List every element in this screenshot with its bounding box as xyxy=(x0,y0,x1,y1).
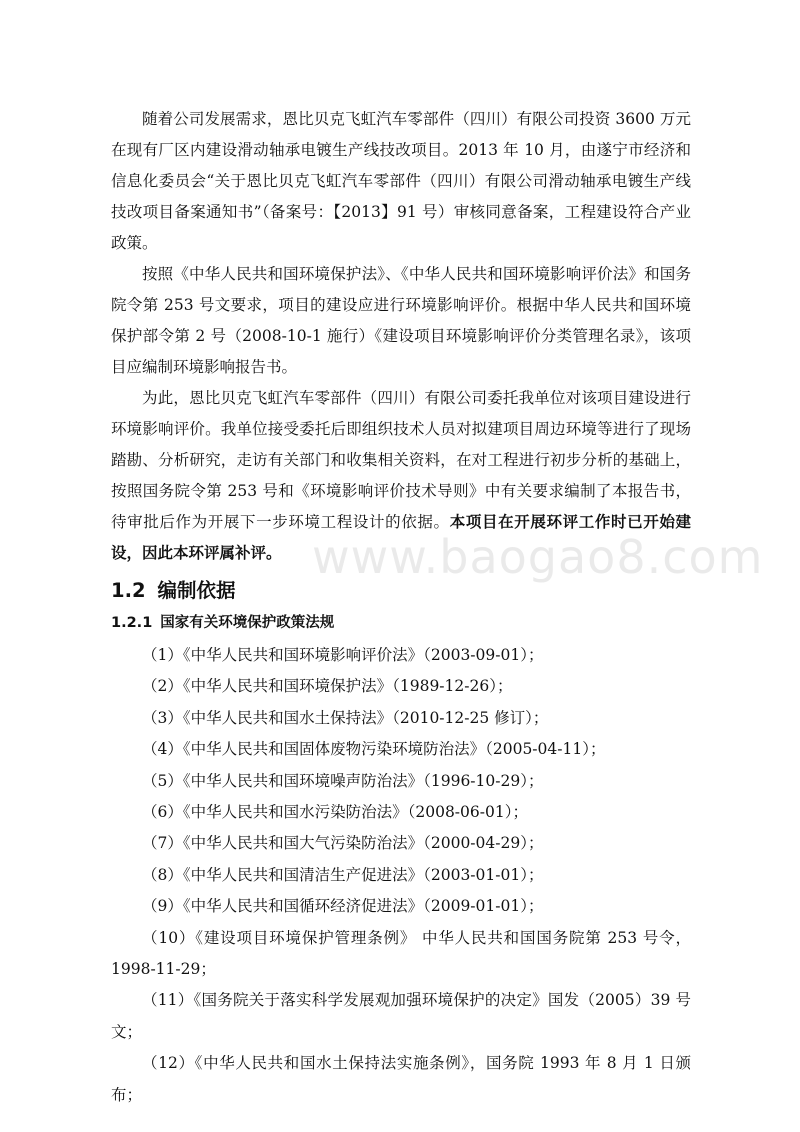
law-item: （3）《中华人民共和国水土保持法》（2010-12-25 修订）； xyxy=(142,708,549,727)
subsection-heading xyxy=(111,611,691,635)
supplementary-assessment-note: 本项目在开展环评工作时已开始建设，因此本环评属补评。 xyxy=(111,513,691,562)
intro-paragraph-2: 按照《中华人民共和国环境保护法》、《中华人民共和国环境影响评价法》和国务院令第 253 号文要求，项目的建设应进行环境影响评价。根据中华人民共和国环境保护部令第 2 号（2008-10-1 施行）《建设项目环境影响评价分类管理名录》，该项目应编制环境影响报告书。 xyxy=(111,265,691,376)
law-item: （2）《中华人民共和国环境保护法》（1989-12-26）； xyxy=(142,677,513,696)
intro-paragraph-1: 随着公司发展需求，恩比贝克飞虹汽车零部件（四川）有限公司投资 3600 万元在现有厂区内建设滑动轴承电镀生产线技改项目。2013 年 10 月，由遂宁市经济和信息化委员会“关于恩比贝克飞虹汽车零部件（四川）有限公司滑动轴承电镀生产线技改项目备案通知书”（备案号：【2013】91 号）审核同意备案，工程建设符合产业政策。 xyxy=(111,110,691,252)
law-item: （6）《中华人民共和国水污染防治法》（2008-06-01）； xyxy=(142,803,528,822)
law-item: （12）《中华人民共和国水土保持法实施条例》，国务院 1993 年 8 月 1 日颁布； xyxy=(111,1054,691,1104)
law-item: （11）《国务院关于落实科学发展观加强环境保护的决定》国发（2005）39 号文； xyxy=(111,991,691,1041)
section-heading xyxy=(111,577,691,605)
law-item: （7）《中华人民共和国大气污染防治法》（2000-04-29）； xyxy=(142,834,544,853)
section-number: 1.2 xyxy=(111,579,146,602)
law-item: （9）《中华人民共和国循环经济促进法》（2009-01-01）； xyxy=(142,897,544,916)
law-list xyxy=(111,640,691,1111)
section-title: 编制依据 xyxy=(157,579,236,602)
intro-paragraph-3 xyxy=(111,383,691,569)
law-item: （1）《中华人民共和国环境影响评价法》（2003-09-01）； xyxy=(142,646,544,664)
document-page xyxy=(111,104,691,1111)
law-item: （8）《中华人民共和国清洁生产促进法》（2003-01-01）； xyxy=(142,865,544,884)
law-item: （5）《中华人民共和国环境噪声防治法》（1996-10-29）； xyxy=(142,771,544,790)
subsection-number: 1.2.1 xyxy=(111,615,153,631)
watermark: www.baogao8.com xyxy=(312,530,764,584)
intro-paragraph-3-text: 为此，恩比贝克飞虹汽车零部件（四川）有限公司委托我单位对该项目建设进行环境影响评价。我单位接受委托后即组织技术人员对拟建项目周边环境等进行了现场踏勘、分析研究，走访有关部门和收集相关资料，在对工程进行初步分析的基础上，按照国务院令第 253 号和《环境影响评价技术导则》中有关要求编制了本报告书，待审批后作为开展下一步环境工程设计的依据。 xyxy=(111,389,691,531)
law-item: （10）《建设项目环境保护管理条例》 中华人民共和国国务院第 253 号令，1998-11-29； xyxy=(111,928,691,979)
law-item: （4）《中华人民共和国固体废物污染环境防治法》（2005-04-11）； xyxy=(142,740,606,759)
subsection-title: 国家有关环境保护政策法规 xyxy=(160,615,335,631)
